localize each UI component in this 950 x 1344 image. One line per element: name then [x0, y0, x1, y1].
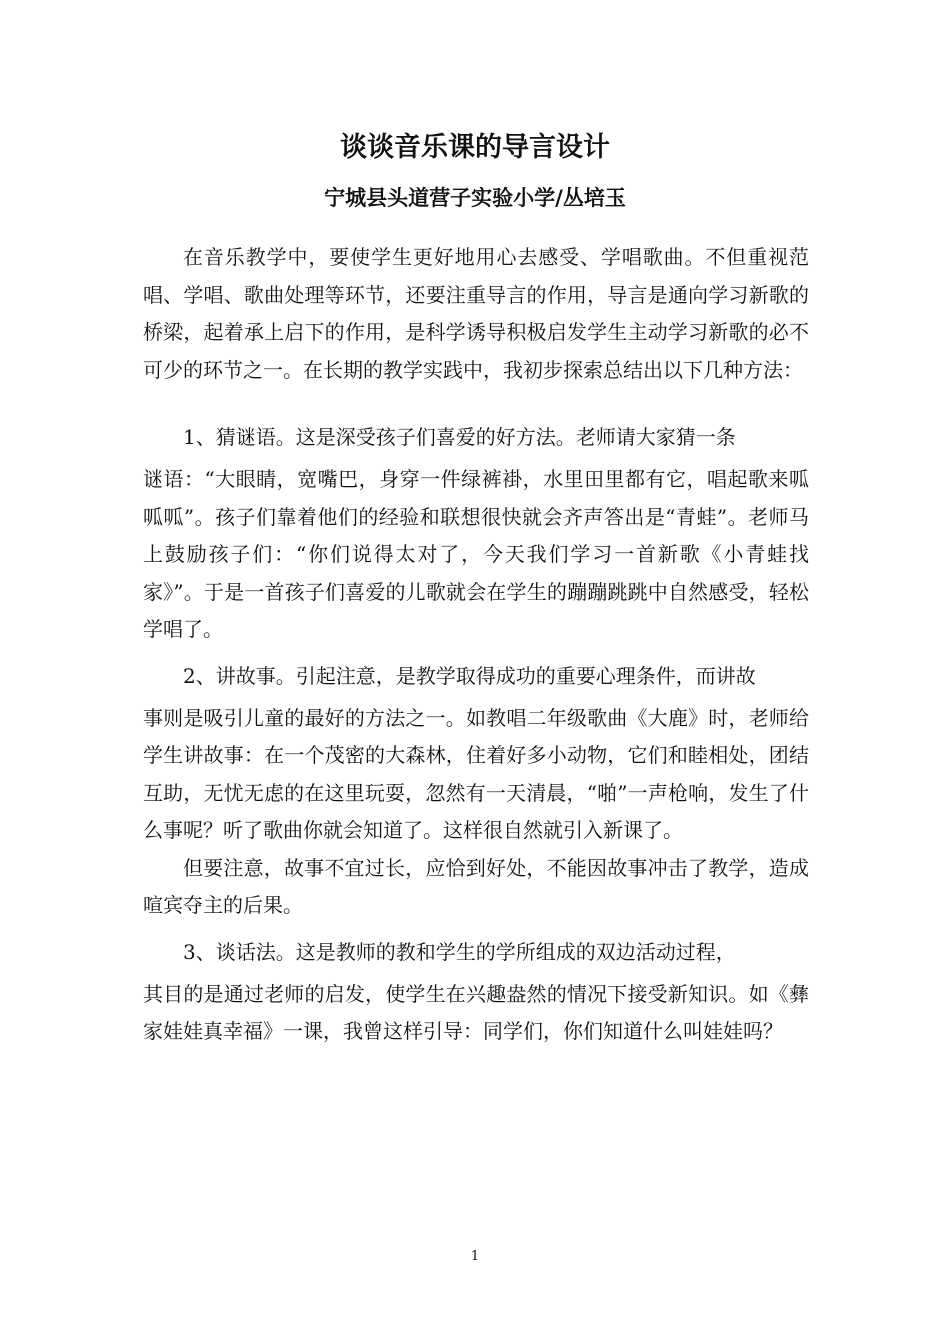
spacer — [143, 389, 809, 415]
page-number: 1 — [470, 1249, 480, 1264]
document-title: 谈谈音乐课的导言设计 — [340, 132, 610, 163]
section-3-heading: 3、谈话法。这是教师的教和学生的学所组成的双边活动过程， — [183, 939, 736, 964]
section-1-body: 谜语：“大眼睛，宽嘴巴，身穿一件绿裤褂，水里田里都有它，唱起歌来呱呱呱”。孩子们靠着他们的经验和联想很快就会齐声答出是“青蛙”。老师马上鼓励孩子们：“你们说得太对了，今天我们学习一首新歌《小青蛙找家》”。于是一首孩子们喜爱的儿歌就会在学生的蹦蹦跳跳中自然感受，轻松学唱了。 — [143, 467, 809, 641]
document-body — [143, 239, 809, 1051]
section-2-heading: 2、讲故事。引起注意，是教学取得成功的重要心理条件，而讲故 — [183, 663, 756, 688]
section-2-note: 但要注意，故事不宜过长，应恰到好处，不能因故事冲击了教学，造成喧宾夺主的后果。 — [143, 855, 809, 917]
section-2-body: 事则是吸引儿童的最好的方法之一。如教唱二年级歌曲《大鹿》时，老师给学生讲故事：在一个茂密的大森林，住着好多小动物，它们和睦相处，团结互助，无忧无虑的在这里玩耍，忽然有一天清晨，“啪”一声枪响，发生了什么事呢？听了歌曲你就会知道了。这样很自然就引入新课了。 — [143, 705, 809, 842]
intro-paragraph: 在音乐教学中，要使学生更好地用心去感受、学唱歌曲。不但重视范唱、学唱、歌曲处理等环节，还要注重导言的作用，导言是通向学习新歌的桥梁，起着承上启下的作用，是科学诱导积极启发学生主动学习新歌的必不可少的环节之一。在长期的教学实践中，我初步探索总结出以下几种方法： — [143, 245, 809, 382]
author-line: 宁城县头道营子实验小学/丛培玉 — [324, 186, 626, 210]
section-1-heading: 1、猜谜语。这是深受孩子们喜爱的好方法。老师请大家猜一条 — [183, 425, 736, 449]
section-3-body: 其目的是通过老师的启发，使学生在兴趣盎然的情况下接受新知识。如《彝家娃娃真幸福》一课，我曾这样引导：同学们，你们知道什么叫娃娃吗？ — [143, 981, 809, 1043]
